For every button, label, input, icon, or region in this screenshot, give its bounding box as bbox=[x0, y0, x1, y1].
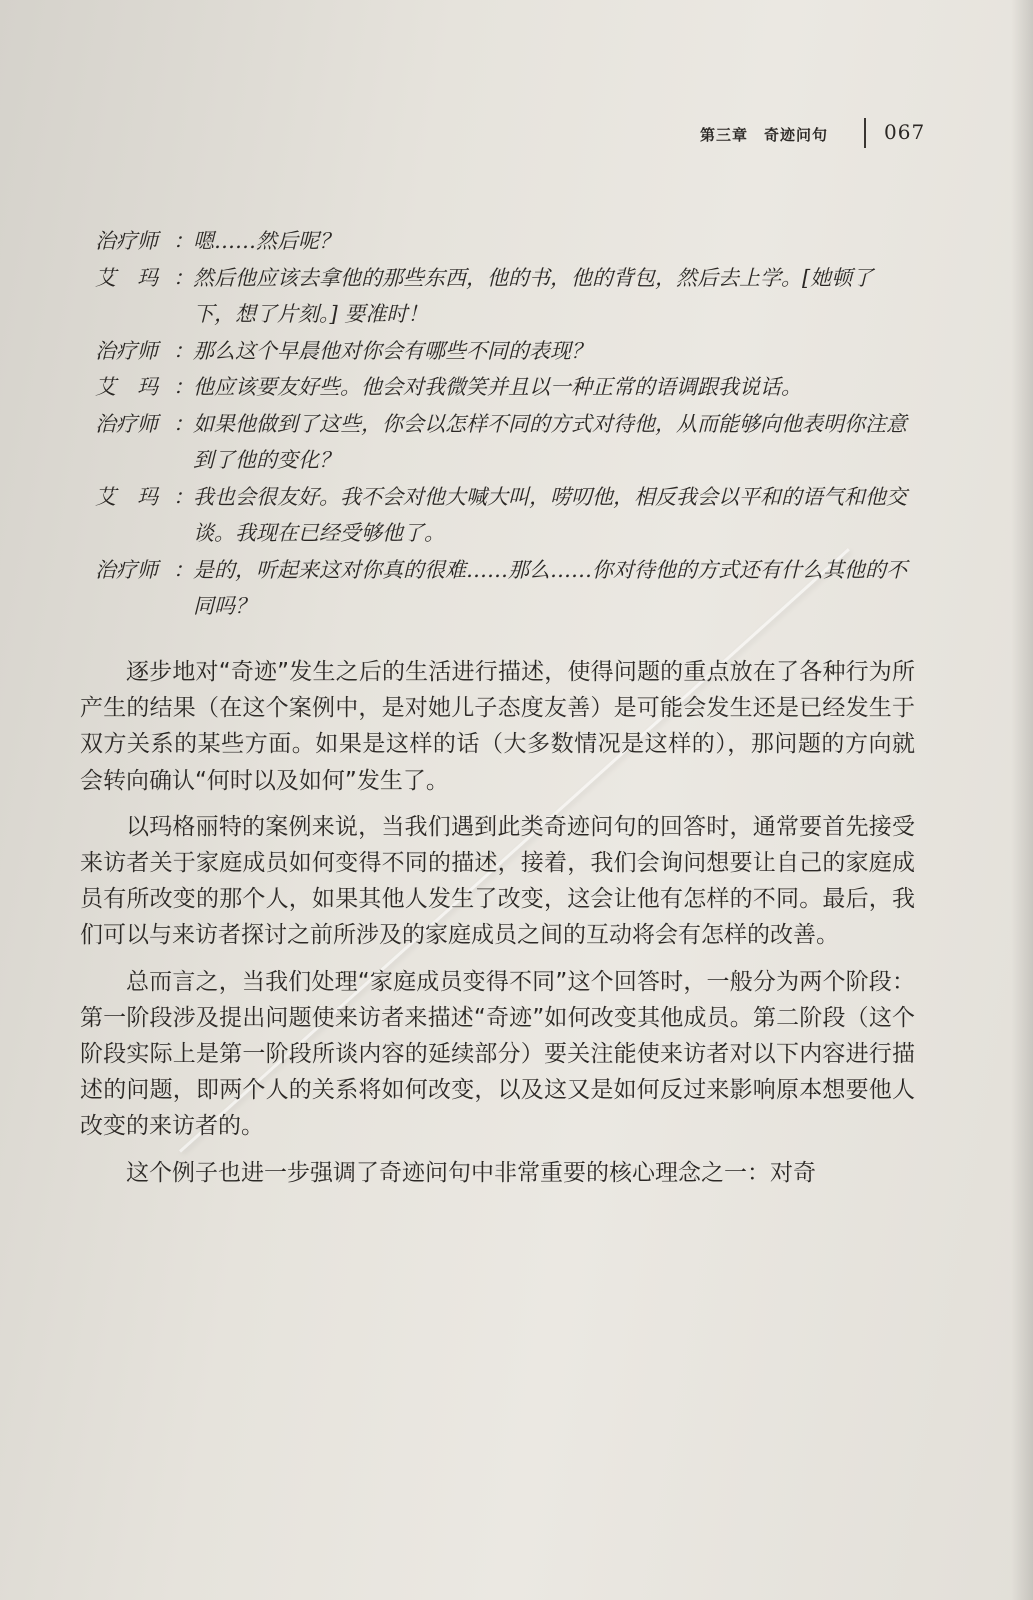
dialogue-text: 我也会很友好。我不会对他大喊大叫，唠叨他，相反我会以平和的语气和他交谈。我现在已经受够他了。 bbox=[193, 484, 907, 545]
paragraph: 逐步地对“奇迹”发生之后的生活进行描述，使得问题的重点放在了各种行为所产生的结果（在这个案例中，是对她儿子态度友善）是可能会发生还是已经发生于双方关系的某些方面。如果是这样的话（大多数情况是这样的），那问题的方向就会转向确认“何时以及如何”发生了。 bbox=[80, 659, 915, 794]
dialogue-text: 如果他做到了这些，你会以怎样不同的方式对待他，从而能够向他表明你注意到了他的变化？ bbox=[193, 411, 907, 472]
dialogue-speaker: 艾 玛 bbox=[95, 375, 158, 399]
dialogue-text: 是的，听起来这对你真的很难……那么……你对待他的方式还有什么其他的不同吗？ bbox=[193, 557, 907, 618]
dialogue-block bbox=[95, 223, 915, 625]
dialogue-text: 嗯……然后呢？ bbox=[193, 229, 340, 253]
dialogue-text: 他应该要友好些。他会对我微笑并且以一种正常的语调跟我说话。 bbox=[193, 375, 802, 399]
paragraph: 以玛格丽特的案例来说，当我们遇到此类奇迹问句的回答时，通常要首先接受来访者关于家庭成员如何变得不同的描述，接着，我们会询问想要让自己的家庭成员有所改变的那个人，如果其他人发生了改变，这会让他有怎样的不同。最后，我们可以与来访者探讨之前所涉及的家庭成员之间的互动将会有怎样的改善。 bbox=[80, 813, 915, 949]
dialogue-text: 然后他应该去拿他的那些东西，他的书，他的背包，然后去上学。[她顿了下，想了片刻。] 要准时！ bbox=[193, 265, 874, 326]
dialogue-line bbox=[95, 479, 915, 552]
dialogue-line bbox=[95, 333, 915, 370]
running-header bbox=[700, 118, 940, 148]
dialogue-speaker: 治疗师 bbox=[95, 229, 158, 253]
dialogue-line bbox=[95, 260, 915, 333]
speaker-colon: ： bbox=[173, 484, 194, 509]
dialogue-speaker: 艾 玛 bbox=[95, 484, 158, 509]
dialogue-speaker: 治疗师 bbox=[95, 557, 158, 582]
dialogue-text: 那么这个早晨他对你会有哪些不同的表现？ bbox=[193, 338, 592, 363]
dialogue-line bbox=[95, 369, 915, 406]
dialogue-speaker: 治疗师 bbox=[95, 411, 158, 436]
chapter-title: 第三章 奇迹问句 bbox=[700, 126, 829, 144]
paragraph: 总而言之，当我们处理“家庭成员变得不同”这个回答时，一般分为两个阶段：第一阶段涉及提出问题使来访者来描述“奇迹”如何改变其他成员。第二阶段（这个阶段实际上是第一阶段所谈内容的延续部分）要关注能使来访者对以下内容进行描述的问题，即两个人的关系将如何改变，以及这又是如何反过来影响原本想要他人改变的来访者的。 bbox=[80, 968, 915, 1140]
dialogue-line bbox=[95, 406, 915, 479]
speaker-colon: ： bbox=[173, 338, 194, 363]
dialogue-speaker: 艾 玛 bbox=[95, 265, 158, 290]
dialogue-speaker: 治疗师 bbox=[95, 338, 158, 363]
speaker-colon: ： bbox=[173, 229, 194, 253]
page-number: 067 bbox=[884, 120, 926, 144]
dialogue-line bbox=[95, 223, 915, 260]
body-text bbox=[80, 654, 915, 1201]
speaker-colon: ： bbox=[173, 265, 194, 290]
dialogue-line bbox=[95, 552, 915, 625]
speaker-colon: ： bbox=[173, 411, 194, 436]
header-divider bbox=[864, 118, 866, 148]
speaker-colon: ： bbox=[173, 375, 194, 399]
speaker-colon: ： bbox=[173, 557, 194, 582]
page-edge-shadow bbox=[1011, 0, 1033, 1600]
paragraph: 这个例子也进一步强调了奇迹问句中非常重要的核心理念之一：对奇 bbox=[126, 1159, 816, 1186]
